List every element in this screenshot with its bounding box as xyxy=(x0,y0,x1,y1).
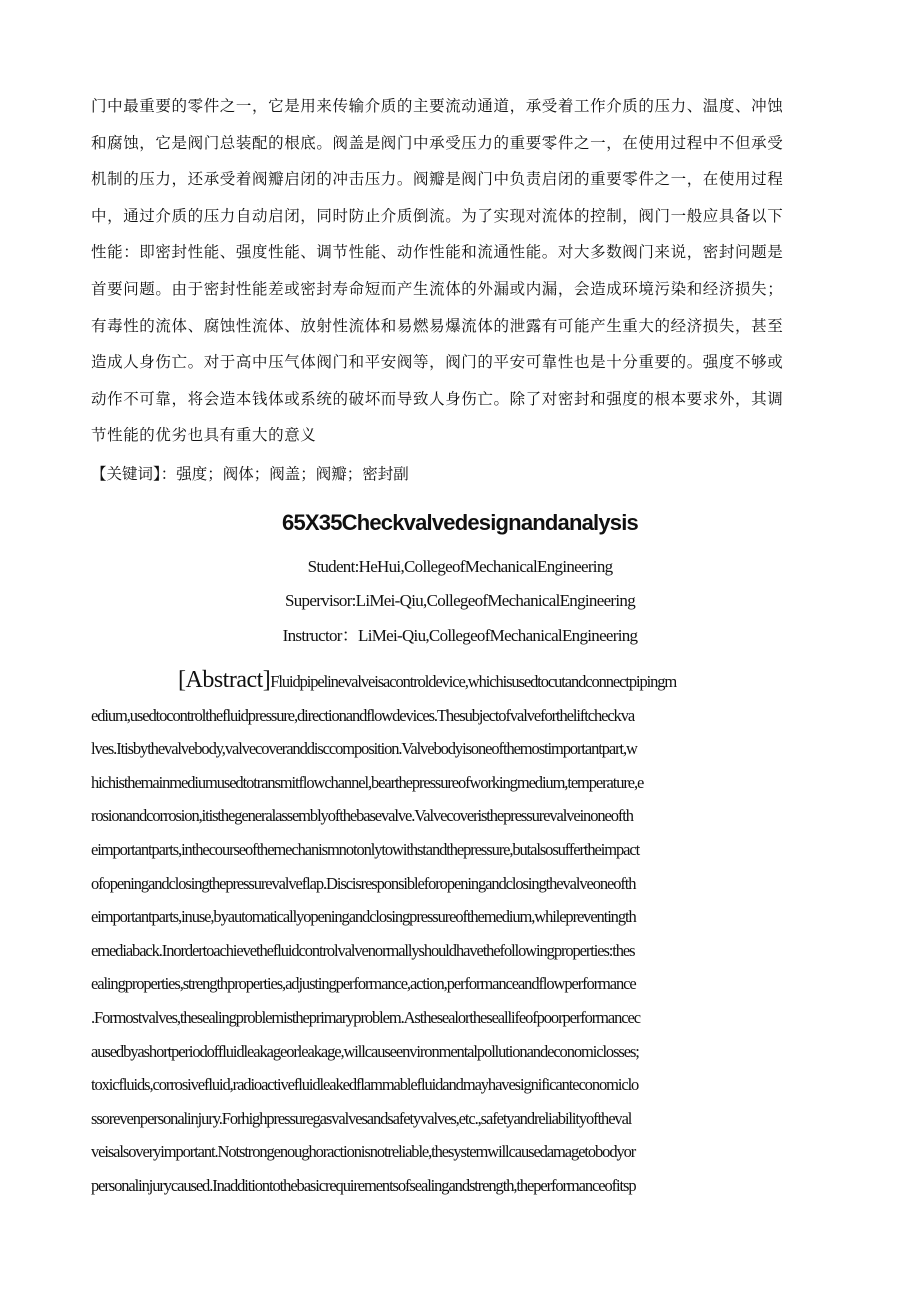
english-abstract-line: ssorevenpersonalinjury.Forhighpressuregasvalvesandsafetyvalves,etc.,safetyandreliabilityoftheval xyxy=(91,1108,632,1128)
english-abstract-line xyxy=(91,664,831,699)
chinese-keywords: 【关键词】：强度；阀体；阀盖；阀瓣；密封副 xyxy=(91,465,409,483)
chinese-abstract-line: 和腐蚀，它是阀门总装配的根底。阀盖是阀门中承受压力的重要零件之一，在使用过程中不但承受 xyxy=(91,133,784,152)
english-abstract-line: eimportantparts,inthecourseofthemechanismnotonlytowithstandthepressure,butalsosuffertheimpact xyxy=(91,839,640,859)
english-abstract-line: ausedbyashortperiodoffluidleakageorleakage,willcauseenvironmentalpollutionandeconomiclosses; xyxy=(91,1041,639,1061)
english-abstract-line: ofopeningandclosingthepressurevalveflap.Discisresponsibleforopeningandclosingthevalveoneofth xyxy=(91,873,636,893)
english-abstract-paragraph xyxy=(91,664,831,1203)
chinese-abstract-line: 机制的压力，还承受着阀瓣启闭的冲击压力。阀瓣是阀门中负责启闭的重要零件之一，在使用过程 xyxy=(91,170,784,189)
english-abstract-line: edium,usedtocontrolthefluidpressure,directionandflowdevices.Thesubjectofvalveforthelift​checkva xyxy=(91,705,635,725)
english-abstract-line: emediaback.Inordertoachievethefluidcontrolvalvenormallyshouldhavethefollowingproperties:thes xyxy=(91,940,635,960)
english-abstract-line: rosionandcorrosion,itisthegeneralassemblyofthebasevalve.Valvecoveristhepressurevalveinoneofth xyxy=(91,806,633,826)
instructor-byline: Instructor：LiMei-Qiu,CollegeofMechanicalEngineering xyxy=(282,626,638,645)
chinese-abstract-line: 节性能的优劣也具有重大的意义 xyxy=(91,426,317,445)
supervisor-byline: Supervisor:LiMei-Qiu,CollegeofMechanicalEngineering xyxy=(285,591,635,610)
chinese-abstract-line: 造成人身伤亡。对于高中压气体阀门和平安阀等，阀门的平安可靠性也是十分重要的。强度不够或 xyxy=(91,353,784,372)
english-title: 65X35Checkvalvedesignandanalysis xyxy=(282,510,638,535)
english-abstract-line: personalinjurycaused.Inadditiontothebasicrequirementsofsealingandstrength,theperformanceofitsp xyxy=(91,1175,636,1195)
english-abstract-line: .Formostvalves,thesealingproblemistheprimaryproblem.Asthesealortheseallifeofpoorperformancec xyxy=(91,1007,640,1027)
chinese-abstract-line: 首要问题。由于密封性能差或密封寿命短而产生流体的外漏或内漏，会造成环境污染和经济损失； xyxy=(91,279,784,298)
chinese-abstract-line: 门中最重要的零件之一，它是用来传输介质的主要流动通道，承受着工作介质的压力、温度、冲蚀 xyxy=(91,97,784,115)
student-byline: Student:HeHui,CollegeofMechanicalEngineering xyxy=(307,557,613,576)
english-abstract-line: ealingproperties,strengthproperties,adjustingperformance,action,performanceandflowperformance xyxy=(91,974,636,994)
english-abstract-line: veisalsoveryimportant.Notstrongenoughoractionisnotreliable,thesystemwillcausedamagetobodyor xyxy=(91,1142,636,1162)
chinese-abstract-line: 中，通过介质的压力自动启闭，同时防止介质倒流。为了实现对流体的控制，阀门一般应具备以下 xyxy=(91,206,784,225)
english-abstract-line: hichisthemainmediumusedtotransmitflowchannel,bearthepressureofworkingmedium,temperature,e xyxy=(91,772,644,792)
chinese-abstract-line: 动作不可靠，将会造本钱体或系统的破坏而导致人身伤亡。除了对密封和强度的根本要求外，其调 xyxy=(91,389,784,408)
english-abstract-line: toxicfluids,corrosivefluid,radioactivefluidleakedflammablefluidandmayhavesignificanteconomiclo xyxy=(91,1075,639,1095)
chinese-abstract-paragraph xyxy=(91,88,831,454)
english-abstract-line: lves.Itisbythevalvebody,valvecoveranddisccomposition.Valvebodyisoneofthemostimportantpart,w xyxy=(91,739,637,759)
chinese-abstract-line: 性能：即密封性能、强度性能、调节性能、动作性能和流通性能。对大多数阀门来说，密封问题是 xyxy=(91,243,784,262)
english-abstract-line-text: Fluidpipelinevalveisacontroldevice,whichisusedtocutandconnectpipingm xyxy=(270,672,677,691)
chinese-abstract-line: 有毒性的流体、腐蚀性流体、放射性流体和易燃易爆流体的泄露有可能产生重大的经济损失，甚至 xyxy=(91,316,784,335)
english-abstract-line: eimportantparts,inuse,byautomaticallyopeningandclosingpressureofthemedium,whilepreventingth xyxy=(91,907,636,927)
abstract-label: [Abstract] xyxy=(178,667,271,693)
